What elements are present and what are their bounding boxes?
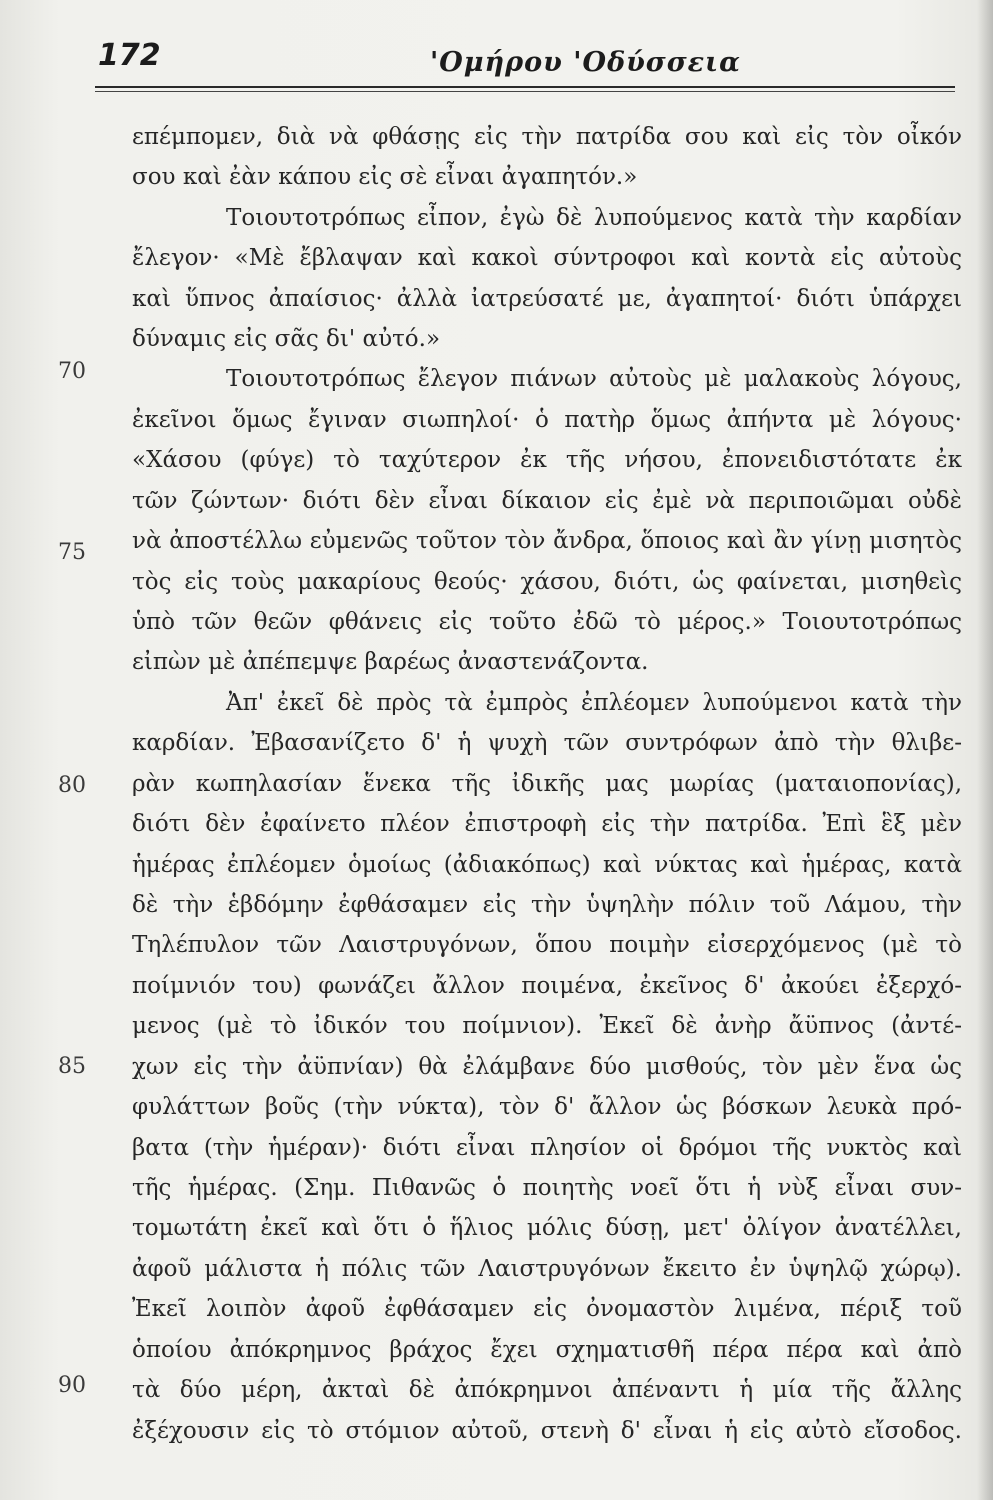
text-line: ρὰν κωπηλασίαν ἕνεκα τῆς ἰδικῆς μας μωρίας (ματαιοπονίας), <box>132 771 962 797</box>
text-line: ἐξέχουσιν εἰς τὸ στόμιον αὐτοῦ, στενὴ δ' εἶναι ἡ εἰς αὐτὸ εἴσοδος. <box>132 1418 962 1444</box>
line-number: 90 <box>58 1373 86 1398</box>
page-number: 172 <box>98 38 161 73</box>
text-line: τῶν ζώντων· διότι δὲν εἶναι δίκαιον εἰς ἐμὲ νὰ περιποιῶμαι οὐδὲ <box>132 488 962 514</box>
header-rule-thin <box>95 91 955 92</box>
text-line: τὰ δύο μέρη, ἀκταὶ δὲ ἀπόκρημνοι ἀπέναντι ἡ μία τῆς ἄλλης <box>132 1377 962 1403</box>
text-line: τῆς ἡμέρας. (Σημ. Πιθανῶς ὁ ποιητὴς νοεῖ ὅτι ἡ νὺξ εἶναι συν- <box>132 1175 962 1201</box>
text-line: σου καὶ ἐὰν κάπου εἰς σὲ εἶναι ἀγαπητόν.» <box>132 164 638 190</box>
text-line: μενος (μὲ τὸ ἰδικόν του ποίμνιον). Ἐκεῖ δὲ ἀνὴρ ἄϋπνος (ἀντέ- <box>132 1013 962 1039</box>
text-line: ποίμνιόν του) φωνάζει ἄλλον ποιμένα, ἐκεῖνος δ' ἀκούει ἐξερχό- <box>132 973 962 999</box>
line-number: 80 <box>58 773 86 798</box>
text-line: «Χάσου (φύγε) τὸ ταχύτερον ἐκ τῆς νήσου, ἐπονειδιστότατε ἐκ <box>132 447 962 473</box>
text-line: Τηλέπυλον τῶν Λαιστρυγόνων, ὅπου ποιμὴν εἰσερχόμενος (μὲ τὸ <box>132 932 962 958</box>
line-number: 85 <box>58 1054 86 1079</box>
running-title: 'Ομήρου 'Οδύσσεια <box>430 47 741 78</box>
text-line: διότι δὲν ἐφαίνετο πλέον ἐπιστροφὴ εἰς τὴν πατρίδα. Ἐπὶ ἓξ μὲν <box>132 811 962 837</box>
header-rule <box>95 86 955 88</box>
page-edge-shadow <box>977 0 993 1500</box>
text-line: ἐκεῖνοι ὅμως ἔγιναν σιωπηλοί· ὁ πατὴρ ὅμως ἀπήντα μὲ λόγους· <box>132 407 962 433</box>
text-line: χων εἰς τὴν ἀϋπνίαν) θὰ ἐλάμβανε δύο μισθούς, τὸν μὲν ἕνα ὡς <box>132 1054 962 1080</box>
text-line: καρδίαν. Ἐβασανίζετο δ' ἡ ψυχὴ τῶν συντρόφων ἀπὸ τὴν θλιβε- <box>132 730 962 756</box>
text-line: νὰ ἀποστέλλω εὐμενῶς τοῦτον τὸν ἄνδρα, ὅποιος καὶ ἂν γίνῃ μισητὸς <box>132 528 962 554</box>
text-line: εἰπὼν μὲ ἀπέπεμψε βαρέως ἀναστενάζοντα. <box>132 649 649 675</box>
text-line: ἔλεγον· «Μὲ ἔβλαψαν καὶ κακοὶ σύντροφοι καὶ κοντὰ εἰς αὐτοὺς <box>132 245 962 271</box>
line-number: 70 <box>58 359 86 384</box>
text-line: δὲ τὴν ἑβδόμην ἐφθάσαμεν εἰς τὴν ὑψηλὴν πόλιν τοῦ Λάμου, τὴν <box>132 892 962 918</box>
text-line: φυλάττων βοῦς (τὴν νύκτα), τὸν δ' ἄλλον ὡς βόσκων λευκὰ πρό- <box>132 1094 962 1120</box>
text-line: βατα (τὴν ἡμέραν)· διότι εἶναι πλησίον οἱ δρόμοι τῆς νυκτὸς καὶ <box>132 1135 962 1161</box>
text-line: ἡμέρας ἐπλέομεν ὁμοίως (ἀδιακόπως) καὶ νύκτας καὶ ἡμέρας, κατὰ <box>132 852 962 878</box>
text-line: ὑπὸ τῶν θεῶν φθάνεις εἰς τοῦτο ἐδῶ τὸ μέρος.» Τοιουτοτρόπως <box>132 609 962 635</box>
text-line: τὸς εἰς τοὺς μακαρίους θεούς· χάσου, διότι, ὡς φαίνεται, μισηθεὶς <box>132 569 962 595</box>
text-line: Τοιουτοτρόπως εἶπον, ἐγὼ δὲ λυπούμενος κατὰ τὴν καρδίαν <box>226 205 962 231</box>
page-header <box>0 0 993 110</box>
text-line: τομωτάτη ἐκεῖ καὶ ὅτι ὁ ἥλιος μόλις δύσῃ, μετ' ὀλίγον ἀνατέλλει, <box>132 1215 962 1241</box>
text-line: επέμπομεν, διὰ νὰ φθάσῃς εἰς τὴν πατρίδα σου καὶ εἰς τὸν οἶκόν <box>132 124 962 150</box>
text-line: Τοιουτοτρόπως ἔλεγον πιάνων αὐτοὺς μὲ μαλακοὺς λόγους, <box>226 366 962 392</box>
text-line: Ἐκεῖ λοιπὸν ἀφοῦ ἐφθάσαμεν εἰς ὀνομαστὸν λιμένα, πέριξ τοῦ <box>132 1296 962 1322</box>
text-line: δύναμις εἰς σᾶς δι' αὐτό.» <box>132 326 441 352</box>
text-line: ἀφοῦ μάλιστα ἡ πόλις τῶν Λαιστρυγόνων ἔκειτο ἐν ὑψηλῷ χώρῳ). <box>132 1256 962 1282</box>
text-line: Ἀπ' ἐκεῖ δὲ πρὸς τὰ ἐμπρὸς ἐπλέομεν λυπούμενοι κατὰ τὴν <box>226 690 962 716</box>
text-line: καὶ ὕπνος ἀπαίσιος· ἀλλὰ ἰατρεύσατέ με, ἀγαπητοί· διότι ὑπάρχει <box>132 286 962 312</box>
text-line: ὁποίου ἀπόκρημνος βράχος ἔχει σχηματισθῆ πέρα πέρα καὶ ἀπὸ <box>132 1337 962 1363</box>
line-number: 75 <box>58 540 86 565</box>
